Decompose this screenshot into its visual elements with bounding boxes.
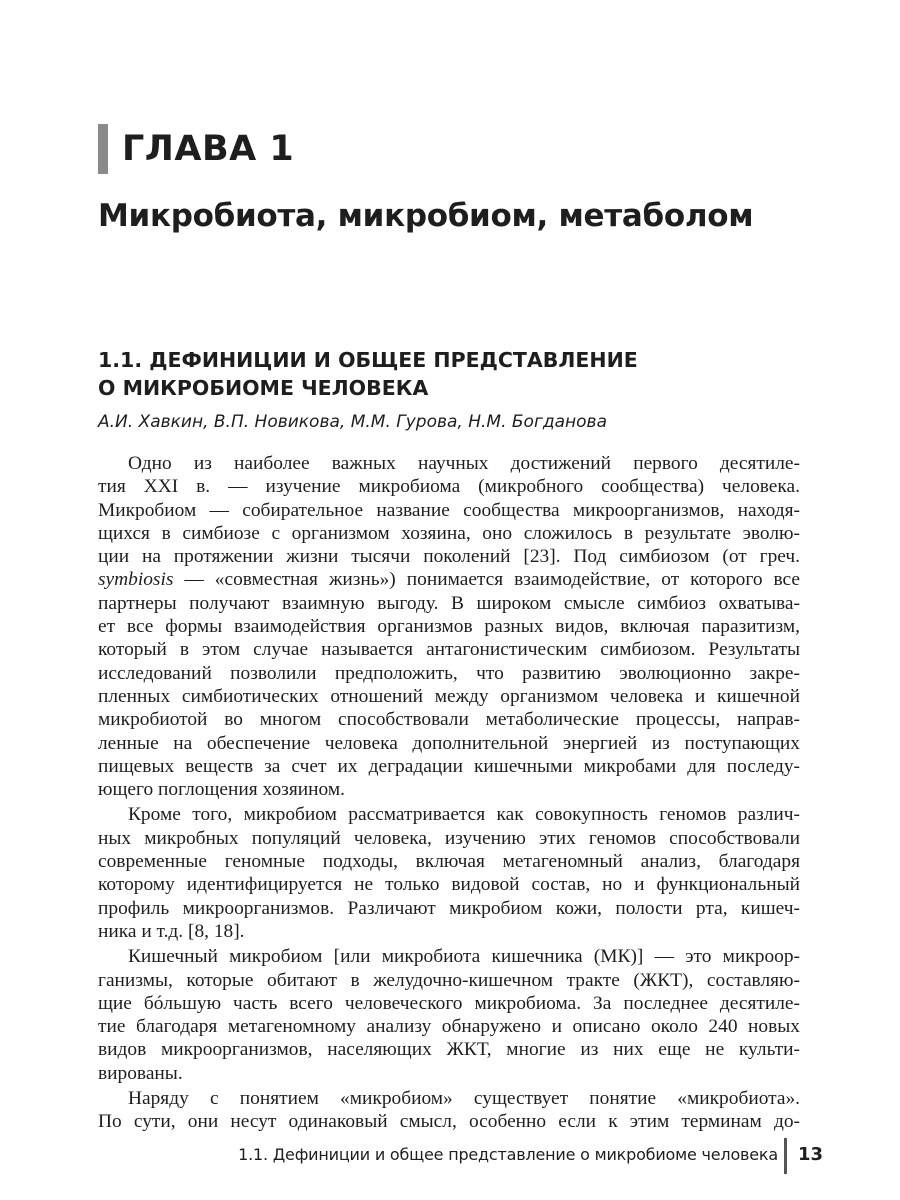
paragraph bbox=[98, 1087, 800, 1134]
chapter-heading bbox=[98, 124, 294, 174]
text-line: Наряду с понятием «микробиом» существует понятие «микробиота». bbox=[128, 1088, 800, 1110]
text-line: современные геномные подходы, включая метагеномный анализ, благодаря bbox=[98, 851, 800, 873]
text-line: пищевых веществ за счет их деградации кишечными микробами для последу- bbox=[98, 755, 800, 777]
text-line: пленных симбиотических отношений между организмом человека и кишечной bbox=[98, 685, 800, 707]
text-line: профиль микроорганизмов. Различают микробиом кожи, полости рта, кишеч- bbox=[98, 897, 800, 919]
text-line: По сути, они несут одинаковый смысл, особенно если к этим терминам до- bbox=[98, 1111, 800, 1133]
chapter-label: ГЛАВА 1 bbox=[122, 129, 295, 169]
paragraph bbox=[98, 452, 800, 801]
text-line: микробиотой во многом способствовали метаболические процессы, направ- bbox=[98, 709, 800, 731]
text-line: ции на протяжении жизни тысячи поколений [23]. Под симбиозом (от греч. bbox=[98, 546, 800, 568]
footer-divider bbox=[784, 1138, 787, 1174]
text-line: видов микроорганизмов, населяющих ЖКТ, многие из них еще не культи- bbox=[98, 1039, 800, 1061]
paragraph bbox=[98, 945, 800, 1085]
text-line: который в этом случае называется антагонистическим симбиозом. Результаты bbox=[98, 639, 800, 661]
text-line: symbiosis — «совместная жизнь») понимается взаимодействие, от которого все bbox=[98, 569, 800, 591]
text-line: щихся в симбиозе с организмом хозяина, оно сложилось в результате эволю- bbox=[98, 522, 800, 544]
italic-term: symbiosis bbox=[98, 569, 174, 591]
chapter-marker-bar bbox=[98, 124, 108, 174]
text-line: тия XXI в. — изучение микробиома (микробного сообщества) человека. bbox=[98, 476, 800, 498]
text-line: тие благодаря метагеномному анализу обнаружено и описано около 240 новых bbox=[98, 1016, 800, 1038]
section-title-line: О МИКРОБИОМЕ ЧЕЛОВЕКА bbox=[98, 376, 429, 400]
page-number: 13 bbox=[798, 1144, 824, 1165]
chapter-title: Микробиота, микробиом, метаболом bbox=[98, 198, 754, 234]
page-footer bbox=[0, 1142, 900, 1172]
text-line: ющего поглощения хозяином. bbox=[98, 779, 345, 801]
body-text bbox=[98, 452, 800, 1134]
section-title bbox=[98, 346, 798, 402]
text-line: ленные на обеспечение человека дополнительной энергией из поступающих bbox=[98, 732, 800, 754]
section-authors: А.И. Хавкин, В.П. Новикова, М.М. Гурова, Н.М. Богданова bbox=[98, 412, 607, 432]
text-line: ника и т.д. [8, 18]. bbox=[98, 920, 245, 942]
text-line: которому идентифицируется не только видовой состав, но и функциональный bbox=[98, 874, 800, 896]
text-line: ганизмы, которые обитают в желудочно-кишечном тракте (ЖКТ), составляю- bbox=[98, 969, 800, 991]
text-line: Микробиом — собирательное название сообщества микроорганизмов, находя- bbox=[98, 499, 800, 521]
paragraph bbox=[98, 803, 800, 943]
text-line: ет все формы взаимодействия организмов разных видов, включая паразитизм, bbox=[98, 616, 800, 638]
text-line: щие бóльшую часть всего человеческого микробиома. За последнее десятиле- bbox=[98, 992, 800, 1014]
text-line: исследований позволили предположить, что развитию эволюционно закре- bbox=[98, 662, 800, 684]
text-line: партнеры получают взаимную выгоду. В широком смысле симбиоз охватыва- bbox=[98, 592, 800, 614]
text-line: Кишечный микробиом [или микробиота кишечника (МК)] — это микроор- bbox=[128, 946, 800, 968]
running-head: 1.1. Дефиниции и общее представление о микробиоме человека bbox=[238, 1145, 778, 1164]
text-line: Кроме того, микробиом рассматривается как совокупность геномов различ- bbox=[128, 804, 800, 826]
text-line: вированы. bbox=[98, 1062, 183, 1084]
section-title-line: 1.1. ДЕФИНИЦИИ И ОБЩЕЕ ПРЕДСТАВЛЕНИЕ bbox=[98, 348, 638, 372]
text-line: Одно из наиболее важных научных достижений первого десятиле- bbox=[128, 453, 800, 474]
text-line: ных микробных популяций человека, изучению этих геномов способствовали bbox=[98, 827, 800, 849]
